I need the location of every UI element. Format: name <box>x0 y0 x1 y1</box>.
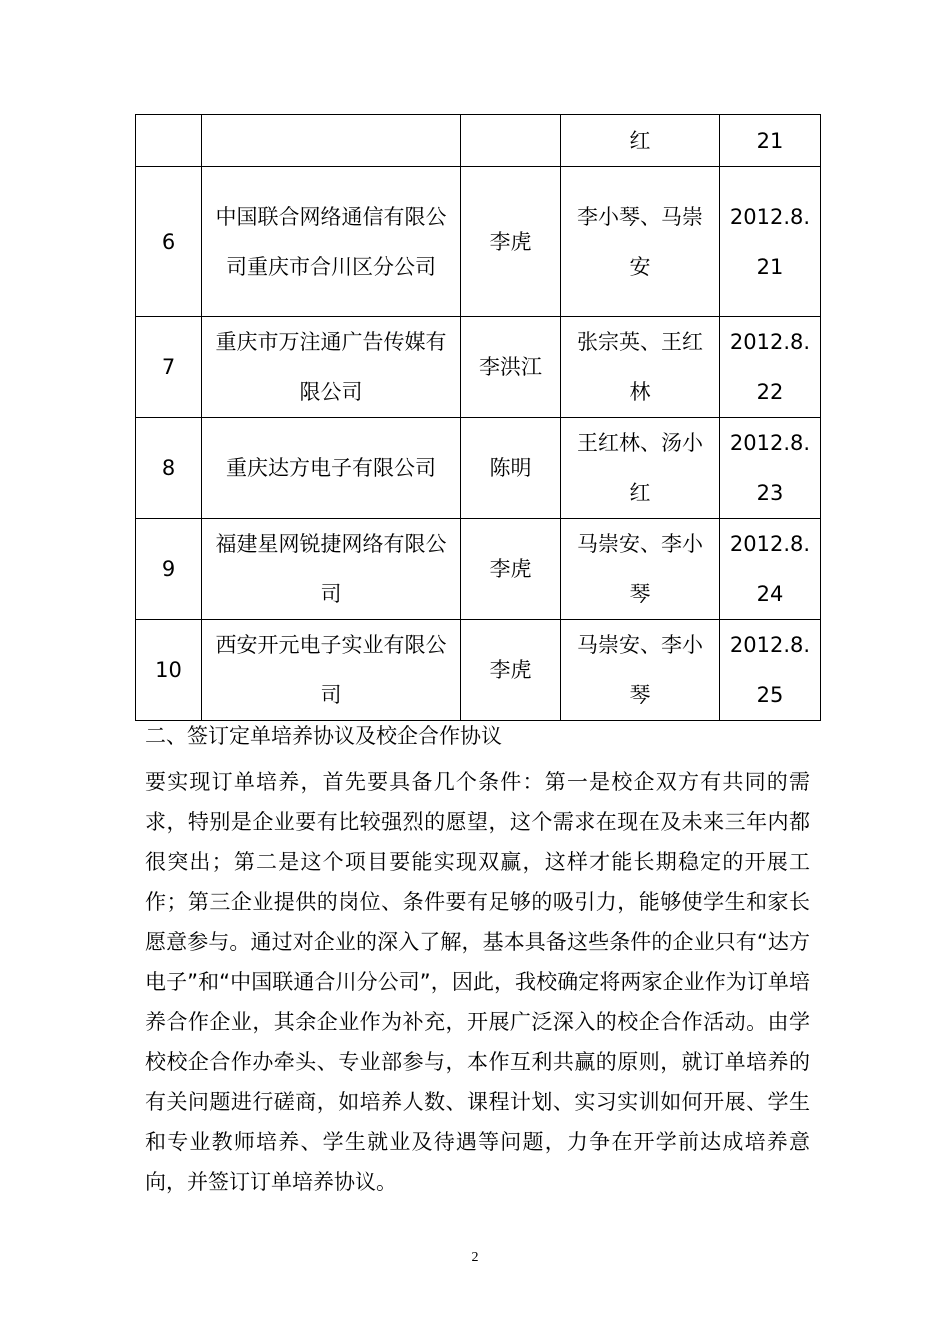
cell-contact <box>461 418 561 519</box>
cell-text: 李洪江 <box>479 355 542 379</box>
table-row <box>136 519 821 620</box>
cell-date <box>720 167 821 317</box>
cell-text: 李虎 <box>489 229 532 254</box>
cell-text: 李虎 <box>489 557 532 581</box>
cell-text: 6 <box>161 229 176 254</box>
cell-company <box>202 115 461 167</box>
cell-date <box>720 519 821 620</box>
cell-teachers <box>561 317 720 418</box>
cell-teachers <box>561 519 720 620</box>
cell-date <box>720 115 821 167</box>
cell-text: 马崇安、李小琴 <box>577 532 703 606</box>
cell-date <box>720 317 821 418</box>
cell-contact <box>461 167 561 317</box>
cell-text: 2012.8.21 <box>729 204 811 279</box>
cell-company <box>202 519 461 620</box>
body-paragraph: 要实现订单培养，首先要具备几个条件：第一是校企双方有共同的需求，特别是企业要有比较强烈的愿望，这个需求在现在及未来三年内都很突出；第二是这个项目要能实现双赢，这样才能长期稳定的开展工作；第三企业提供的岗位、条件要有足够的吸引力，能够使学生和家长愿意参与。通过对企业的深入了解，基本具备这些条件的企业只有“达方电子”和“中国联通合川分公司”，因此，我校确定将两家企业作为订单培养合作企业，其余企业作为补充，开展广泛深入的校企合作活动。由学校校企合作办牵头、专业部参与，本作互利共赢的原则，就订单培养的有关问题进行磋商，如培养人数、课程计划、实习实训如何开展、学生和专业教师培养、学生就业及待遇等问题，力争在开学前达成培养意向，并签订订单培养协议。 <box>145 770 810 1194</box>
cell-text: 李虎 <box>489 658 532 682</box>
cell-teachers <box>561 418 720 519</box>
cell-text: 8 <box>161 456 176 480</box>
cell-text: 李小琴、马崇安 <box>577 204 703 279</box>
cell-text: 2012.8.24 <box>729 532 811 606</box>
cell-text: 2012.8.22 <box>729 330 811 404</box>
cell-company <box>202 167 461 317</box>
cell-contact <box>461 620 561 721</box>
cell-no <box>136 115 202 167</box>
table-row <box>136 620 821 721</box>
cell-text: 重庆市万注通广告传媒有限公司 <box>215 330 447 404</box>
table-row <box>136 317 821 418</box>
cell-date <box>720 620 821 721</box>
page-number: 2 <box>471 1250 479 1265</box>
cell-text: 9 <box>161 557 176 581</box>
cell-text: 21 <box>756 128 784 153</box>
cell-no <box>136 620 202 721</box>
table-row <box>136 115 821 167</box>
table-row <box>136 167 821 317</box>
section-heading: 二、签订定单培养协议及校企合作协议 <box>145 724 502 748</box>
cell-text: 红 <box>629 128 651 153</box>
cell-teachers <box>561 620 720 721</box>
cell-text: 2012.8.25 <box>729 633 811 707</box>
cell-text: 7 <box>161 355 176 379</box>
cell-text: 10 <box>155 658 182 682</box>
cell-teachers <box>561 115 720 167</box>
cell-company <box>202 620 461 721</box>
cell-teachers <box>561 167 720 317</box>
cell-text: 福建星网锐捷网络有限公司 <box>215 532 447 606</box>
cell-text: 中国联合网络通信有限公司重庆市合川区分公司 <box>215 204 447 279</box>
cell-company <box>202 418 461 519</box>
cell-no <box>136 418 202 519</box>
cell-text: 张宗英、王红林 <box>577 330 703 404</box>
cell-text: 陈明 <box>489 456 532 480</box>
cell-no <box>136 519 202 620</box>
cell-contact <box>461 317 561 418</box>
cell-company <box>202 317 461 418</box>
cell-text: 马崇安、李小琴 <box>577 633 703 707</box>
cell-no <box>136 167 202 317</box>
cell-no <box>136 317 202 418</box>
cell-text: 2012.8.23 <box>729 431 811 505</box>
cell-date <box>720 418 821 519</box>
cell-contact <box>461 519 561 620</box>
partner-company-table <box>135 114 821 721</box>
cell-text: 王红林、汤小红 <box>577 431 703 505</box>
cell-text: 重庆达方电子有限公司 <box>226 456 436 480</box>
cell-contact <box>461 115 561 167</box>
table-row <box>136 418 821 519</box>
cell-text: 西安开元电子实业有限公司 <box>215 633 447 707</box>
